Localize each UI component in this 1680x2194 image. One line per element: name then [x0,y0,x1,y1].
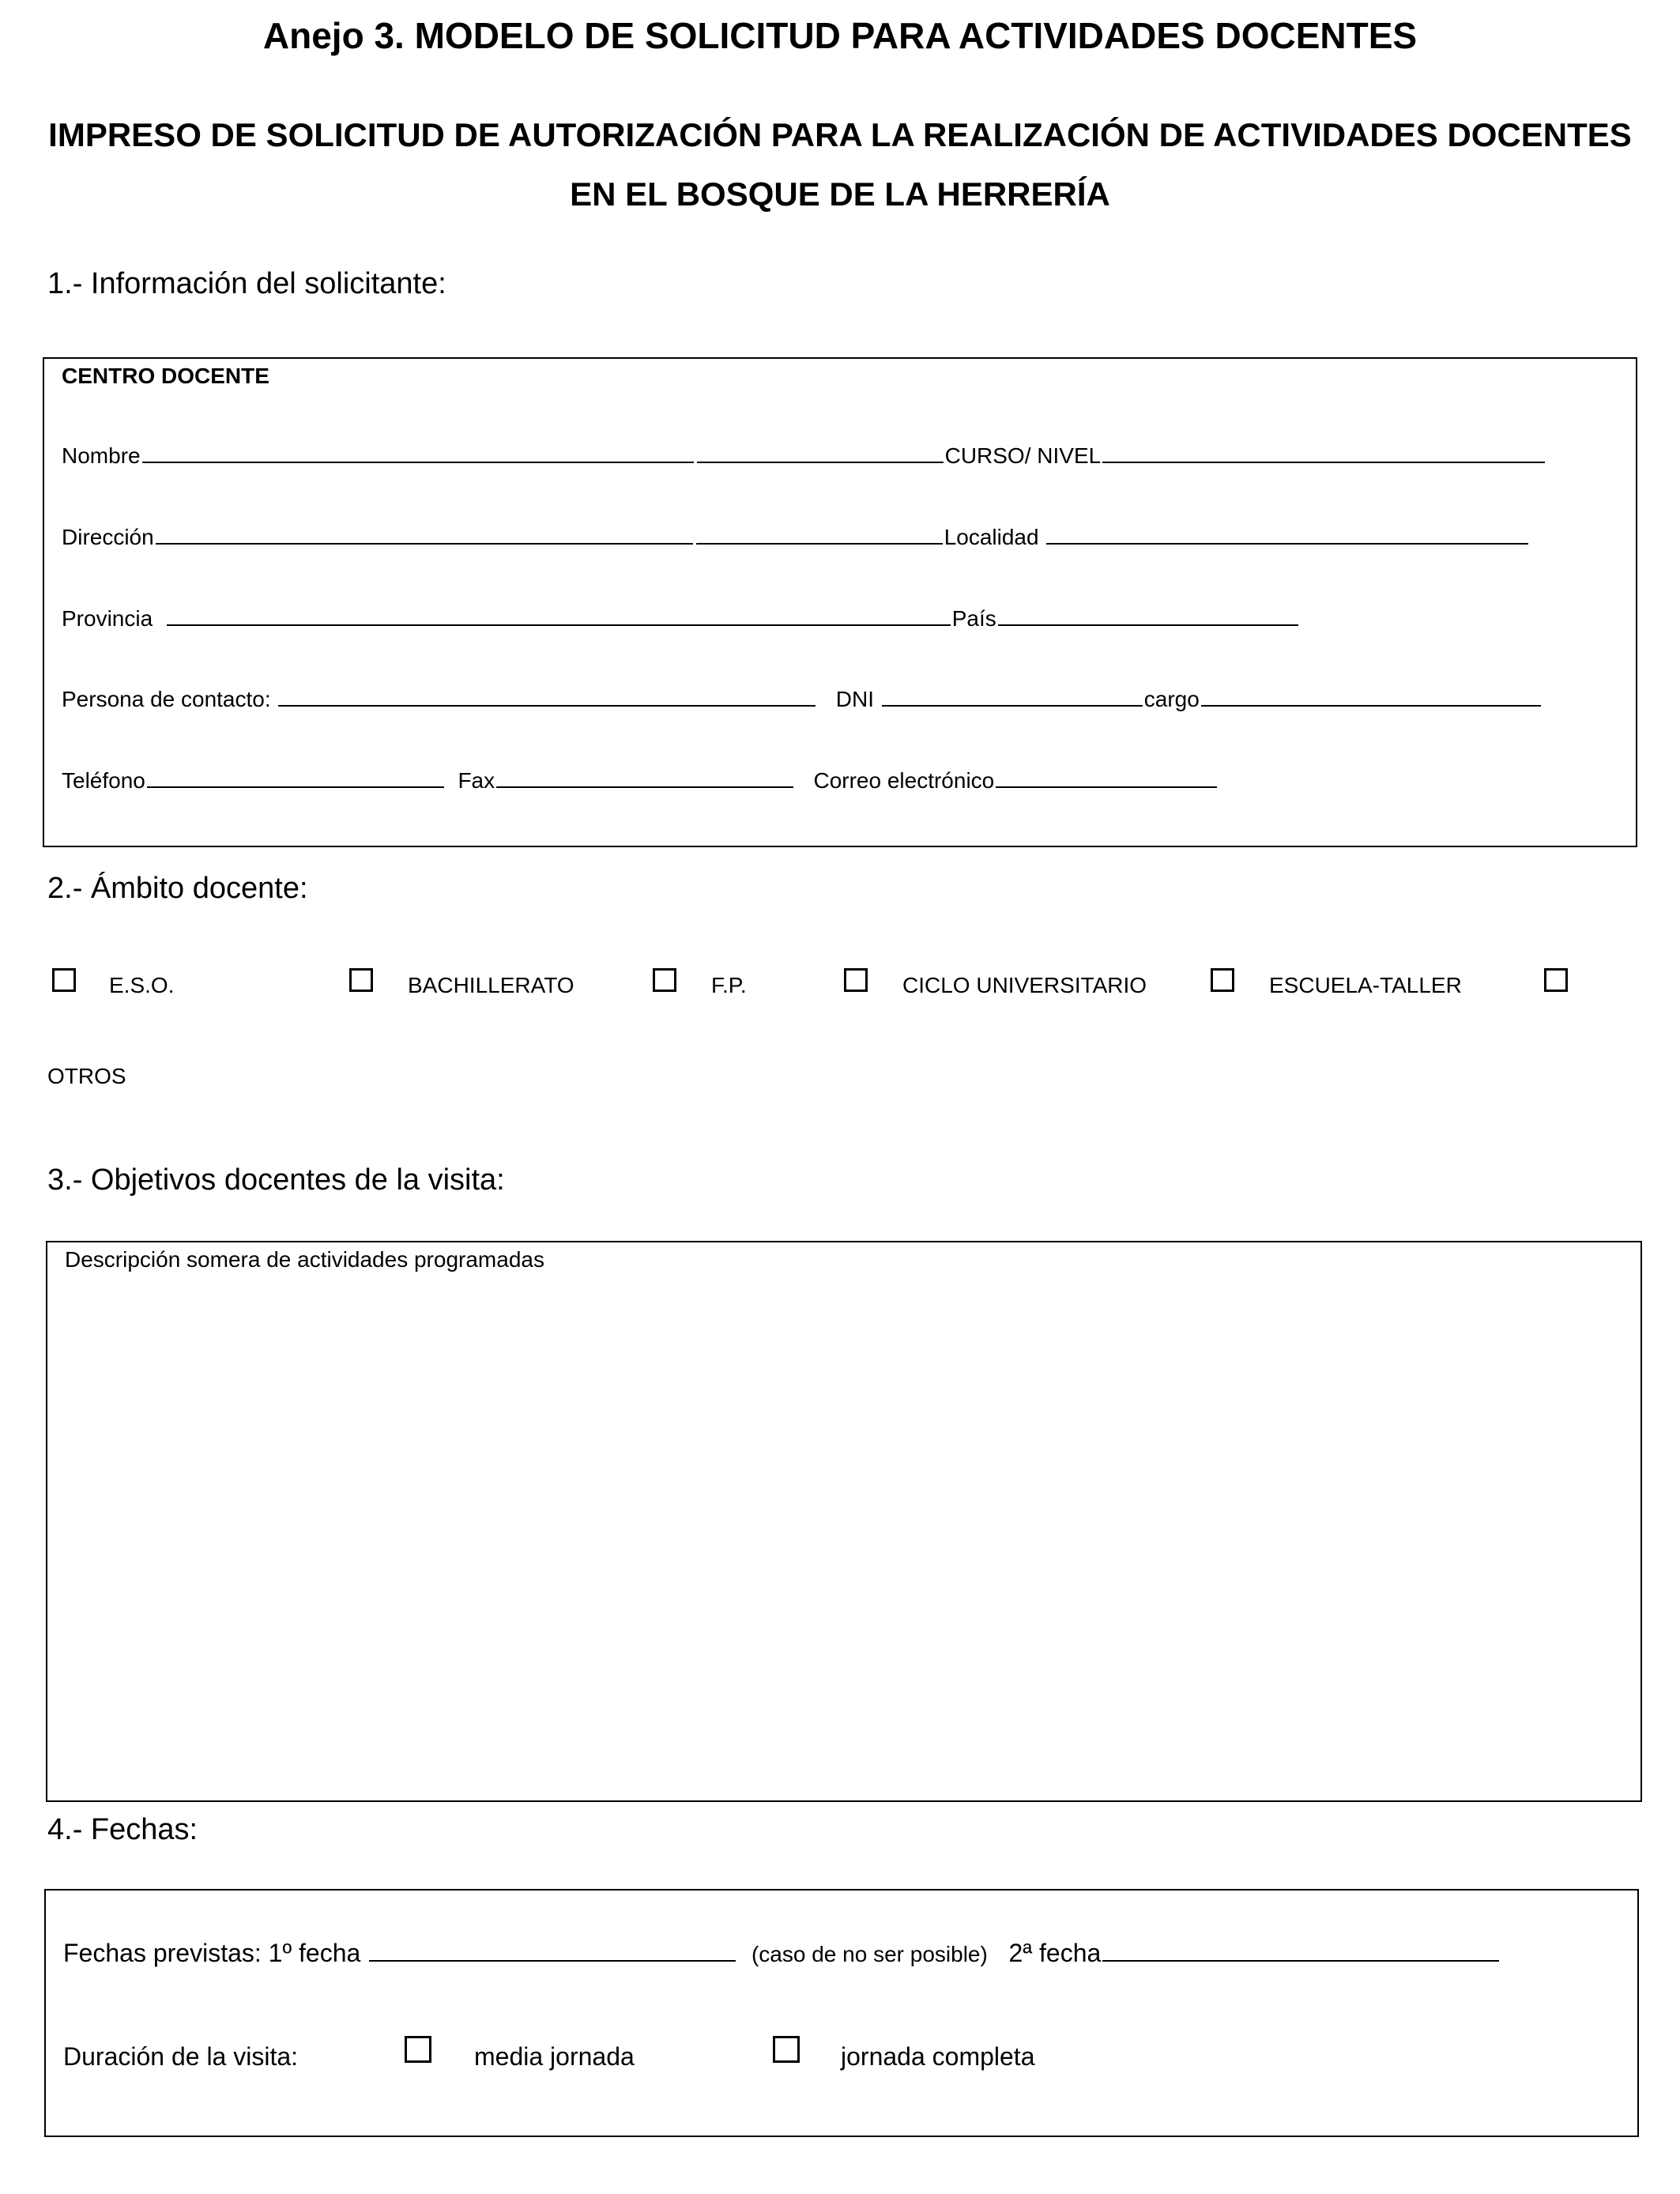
curso-nivel-label: CURSO/ NIVEL [944,443,1102,468]
media-jornada-checkbox[interactable] [405,2036,431,2063]
persona-contacto-label: Persona de contacto: [62,687,271,711]
section3-heading: 3.- Objetivos docentes de la visita: [47,1163,505,1197]
fp-label: F.P. [711,973,747,997]
nombre-input[interactable] [142,461,694,463]
row-provincia [62,608,1300,630]
primera-fecha-input[interactable] [369,1959,736,1962]
section2-heading: 2.- Ámbito docente: [47,872,308,905]
escuela-taller-label: ESCUELA-TALLER [1269,973,1462,997]
pais-label: País [951,606,996,631]
persona-contacto-input[interactable] [278,704,816,707]
form-title-line1: IMPRESO DE SOLICITUD DE AUTORIZACIÓN PARA LA REALIZACIÓN DE ACTIVIDADES DOCENTES [48,116,1632,153]
segunda-fecha-input[interactable] [1102,1959,1499,1962]
eso-label: E.S.O. [109,973,175,997]
row-nombre [62,445,1546,467]
telefono-label: Teléfono [62,768,145,793]
provincia-label: Provincia [62,606,153,631]
cargo-input[interactable] [1201,704,1541,707]
activities-description-label: Descripción somera de actividades programadas [65,1247,544,1272]
correo-input[interactable] [996,786,1217,788]
bachillerato-label: BACHILLERATO [408,973,574,997]
direccion-input[interactable] [156,542,693,545]
dni-label: DNI [835,687,874,711]
centro-docente-label: CENTRO DOCENTE [62,364,269,388]
nombre-label: Nombre [62,443,141,468]
row-fechas [63,1940,1501,1966]
jornada-completa-label: jornada completa [841,2042,1035,2071]
fecha-note: (caso de no ser posible) [751,1942,988,1966]
direccion-label: Dirección [62,525,154,549]
escuela-taller-checkbox[interactable] [1211,968,1234,992]
bachillerato-checkbox[interactable] [349,968,373,992]
fax-label: Fax [458,768,495,793]
media-jornada-label: media jornada [474,2042,635,2071]
section1-heading: 1.- Información del solicitante: [47,267,446,300]
activities-description-box[interactable] [46,1241,1642,1802]
eso-checkbox[interactable] [52,968,76,992]
section4-heading: 4.- Fechas: [47,1813,198,1846]
fp-checkbox[interactable] [653,968,676,992]
form-title-line2: EN EL BOSQUE DE LA HERRERÍA [570,175,1110,213]
annex-title: Anejo 3. MODELO DE SOLICITUD PARA ACTIVIDADES DOCENTES [262,15,1418,56]
otros-checkbox[interactable] [1544,968,1568,992]
provincia-input[interactable] [167,624,951,626]
localidad-label: Localidad [944,525,1039,549]
correo-label: Correo electrónico [813,768,995,793]
telefono-input[interactable] [147,786,444,788]
dates-box [44,1889,1639,2137]
cargo-label: cargo [1143,687,1200,711]
jornada-completa-checkbox[interactable] [773,2036,800,2063]
row-contacto [62,688,1543,711]
direccion-input-2[interactable] [696,542,943,545]
nombre-input-2[interactable] [697,461,944,463]
row-telefono [62,770,1219,792]
primera-fecha-label: Fechas previstas: 1º fecha [63,1939,361,1967]
curso-nivel-input[interactable] [1102,461,1545,463]
dni-input[interactable] [882,704,1143,707]
pais-input[interactable] [998,624,1298,626]
fax-input[interactable] [496,786,793,788]
duracion-label: Duración de la visita: [63,2042,299,2071]
ciclo-universitario-label: CICLO UNIVERSITARIO [902,973,1147,997]
segunda-fecha-label: 2ª fecha [1008,1939,1102,1967]
row-direccion [62,526,1530,548]
localidad-input[interactable] [1046,542,1528,545]
otros-label: OTROS [47,1064,126,1088]
ciclo-universitario-checkbox[interactable] [844,968,868,992]
